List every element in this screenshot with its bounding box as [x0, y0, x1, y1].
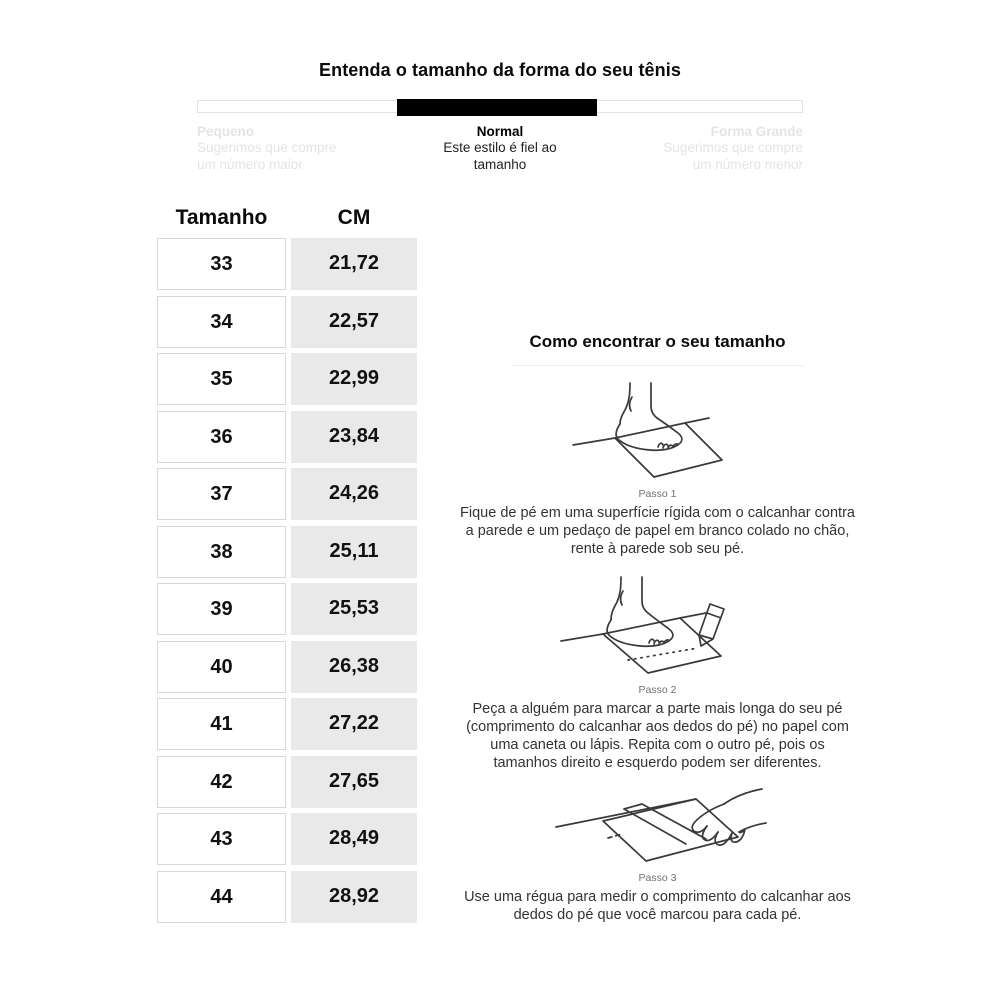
table-row: [157, 583, 422, 635]
size-cell: 37: [157, 468, 286, 520]
size-cell: 34: [157, 296, 286, 348]
page-title: Entenda o tamanho da forma do seu tênis: [319, 60, 681, 80]
fit-option-description: Sugerimos que compre um número menor: [663, 140, 803, 172]
table-row: [157, 756, 422, 808]
table-row: [157, 411, 422, 463]
fit-option-description: Sugerimos que compre um número maior: [197, 140, 337, 172]
column-header-cm: CM: [337, 206, 371, 229]
cm-cell: 28,49: [291, 813, 417, 865]
size-cell: 41: [157, 698, 286, 750]
how-to-step-2: [450, 575, 865, 773]
foot-on-paper-icon: [570, 381, 745, 479]
size-cell: 35: [157, 353, 286, 405]
cm-cell: 25,53: [291, 583, 417, 635]
fit-option-label: Normal: [476, 124, 524, 139]
size-cell: 39: [157, 583, 286, 635]
cm-cell: 28,92: [291, 871, 417, 923]
fit-option-pequeno: [197, 124, 349, 173]
fit-option-label: Forma Grande: [710, 124, 803, 139]
ruler-hand-measuring-icon: [548, 783, 768, 863]
how-to-section: [450, 332, 865, 925]
fit-option-normal: [425, 124, 575, 173]
fit-option-description: Este estilo é fiel ao tamanho: [443, 140, 557, 172]
step-label: Passo 2: [638, 683, 677, 696]
cm-cell: 26,38: [291, 641, 417, 693]
foot-pencil-marking-icon: [558, 575, 758, 675]
size-table-body: [157, 238, 422, 923]
size-table: [157, 206, 422, 928]
cm-cell: 23,84: [291, 411, 417, 463]
fit-scale-fill-normal: [397, 99, 597, 116]
cm-cell: 27,65: [291, 756, 417, 808]
size-table-header: [157, 206, 422, 230]
table-row: [157, 698, 422, 750]
table-row: [157, 526, 422, 578]
fit-option-label: Pequeno: [197, 124, 255, 139]
step-text: Fique de pé em uma superfície rígida com o calcanhar contra a parede e um pedaço de papel em branco colado no chão, rente à parede sob seu pé.: [460, 505, 855, 557]
table-row: [157, 871, 422, 923]
step-label: Passo 3: [638, 871, 677, 884]
table-row: [157, 353, 422, 405]
cm-cell: 21,72: [291, 238, 417, 290]
step-label: Passo 1: [638, 488, 677, 500]
size-cell: 38: [157, 526, 286, 578]
cm-cell: 24,26: [291, 468, 417, 520]
size-cell: 33: [157, 238, 286, 290]
size-cell: 36: [157, 411, 286, 463]
fit-scale-labels: [197, 124, 803, 173]
how-to-step-1: [450, 381, 865, 559]
cm-cell: 22,57: [291, 296, 417, 348]
fit-option-forma-grande: [651, 124, 803, 173]
size-cell: 44: [157, 871, 286, 923]
table-row: [157, 468, 422, 520]
column-header-tamanho: Tamanho: [175, 206, 268, 229]
size-cell: 42: [157, 756, 286, 808]
fit-scale-track: [197, 100, 803, 113]
table-row: [157, 238, 422, 290]
cm-cell: 22,99: [291, 353, 417, 405]
step-text: Peça a alguém para marcar a parte mais longa do seu pé (comprimento do calcanhar aos dedos do pé) no papel com uma caneta ou lápis. Repita com o outro pé, pois os tamanhos direito e esquerdo podem ser diferentes.: [466, 700, 849, 771]
how-to-title: Como encontrar o seu tamanho: [529, 332, 786, 351]
cm-cell: 27,22: [291, 698, 417, 750]
section-divider: [511, 365, 804, 366]
size-cell: 40: [157, 641, 286, 693]
step-text: Use uma régua para medir o comprimento do calcanhar aos dedos do pé que você marcou para cada pé.: [464, 888, 851, 923]
cm-cell: 25,11: [291, 526, 417, 578]
how-to-step-3: [450, 783, 865, 925]
table-row: [157, 813, 422, 865]
table-row: [157, 296, 422, 348]
table-row: [157, 641, 422, 693]
size-cell: 43: [157, 813, 286, 865]
